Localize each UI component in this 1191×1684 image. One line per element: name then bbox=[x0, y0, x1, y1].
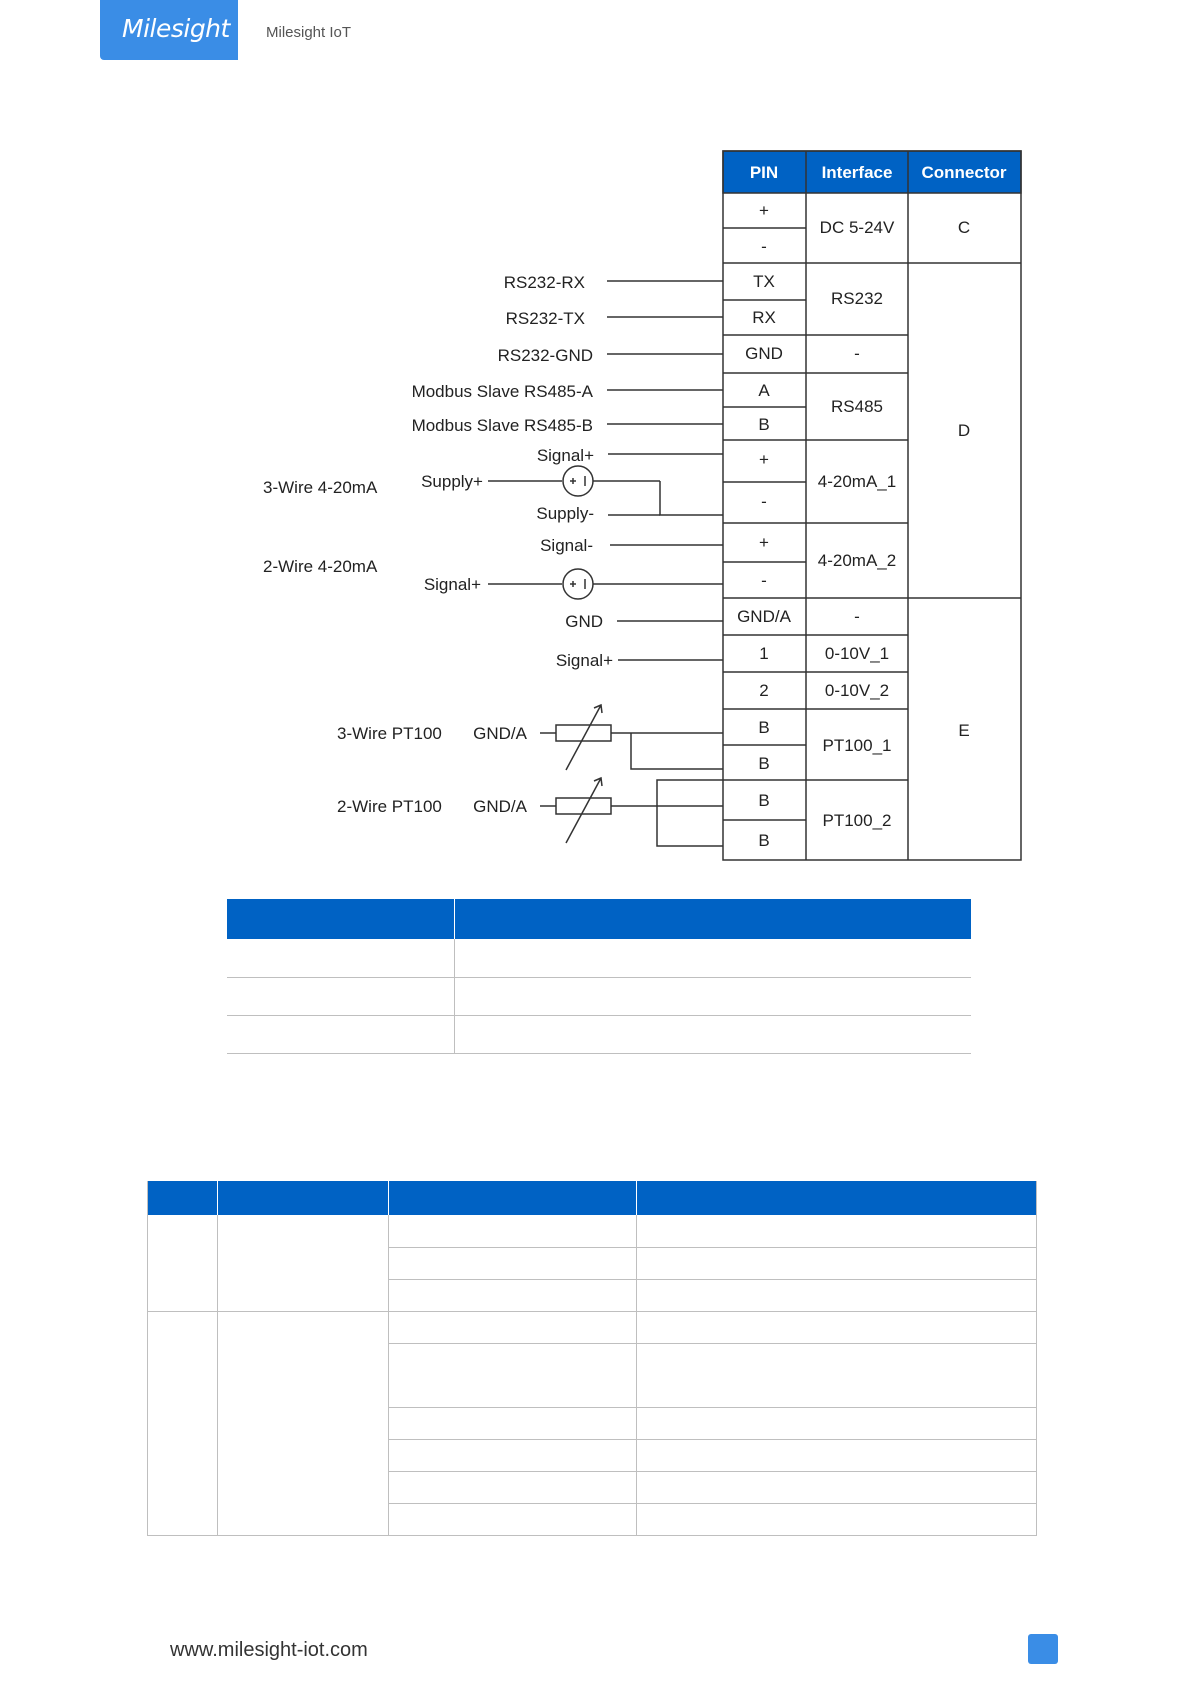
interface-cell: - bbox=[854, 344, 860, 363]
pin-cell: B bbox=[758, 791, 770, 810]
pin-cell: + bbox=[759, 201, 769, 220]
table-cell bbox=[389, 1471, 637, 1503]
logo-text: Milesight bbox=[122, 14, 230, 43]
interface-cell: 0-10V_1 bbox=[824, 644, 890, 663]
page-marker bbox=[1028, 1634, 1058, 1664]
table-cell bbox=[148, 1311, 218, 1535]
table-row bbox=[148, 1215, 1037, 1247]
wire-label: RS232-TX bbox=[505, 309, 585, 328]
table-cell bbox=[389, 1247, 637, 1279]
table-cell bbox=[637, 1503, 1037, 1535]
table-cell bbox=[389, 1279, 637, 1311]
table-cell bbox=[637, 1471, 1037, 1503]
table-cell bbox=[389, 1407, 637, 1439]
interface-cell: DC 5-24V bbox=[819, 218, 895, 237]
pin-cell: TX bbox=[753, 272, 775, 291]
wire-label: GND/A bbox=[473, 797, 527, 816]
wire-label: GND/A bbox=[473, 724, 527, 743]
wire-label: Modbus Slave RS485-A bbox=[411, 382, 593, 401]
wire-label: Supply- bbox=[536, 504, 594, 523]
table-cell bbox=[637, 1407, 1037, 1439]
table-header-cell bbox=[148, 1181, 218, 1215]
wire-label: Signal+ bbox=[555, 651, 613, 670]
table-cell bbox=[389, 1439, 637, 1471]
table-row bbox=[227, 977, 971, 1015]
group-label: 2-Wire 4-20mA bbox=[263, 557, 378, 576]
table-header-cell bbox=[637, 1181, 1037, 1215]
table-header-cell bbox=[227, 899, 455, 939]
footer-url: www.milesight-iot.com bbox=[170, 1639, 368, 1661]
table-2 bbox=[147, 1181, 1037, 1536]
pin-cell: RX bbox=[752, 308, 776, 327]
table-row bbox=[227, 939, 971, 977]
interface-header: Interface bbox=[821, 163, 893, 182]
table-1 bbox=[227, 899, 971, 1054]
wires bbox=[488, 281, 723, 846]
interface-cell: 0-10V_2 bbox=[824, 681, 890, 700]
table-cell bbox=[637, 1215, 1037, 1247]
pin-header: PIN bbox=[749, 163, 779, 182]
table-cell bbox=[455, 977, 972, 1015]
wire-label: Signal+ bbox=[536, 446, 594, 465]
pin-cell: - bbox=[761, 571, 767, 590]
interface-cell: 4-20mA_1 bbox=[817, 472, 897, 491]
wire-label: Signal- bbox=[540, 536, 593, 555]
connector-cell: E bbox=[958, 721, 970, 740]
table-header-cell bbox=[389, 1181, 637, 1215]
table-cell bbox=[637, 1311, 1037, 1343]
interface-cell: 4-20mA_2 bbox=[817, 551, 897, 570]
table-cell bbox=[148, 1215, 218, 1311]
pin-cell: B bbox=[758, 718, 770, 737]
pin-cell: - bbox=[761, 492, 767, 511]
table-header-cell bbox=[455, 899, 972, 939]
wire-label: Modbus Slave RS485-B bbox=[411, 416, 593, 435]
table-cell bbox=[637, 1439, 1037, 1471]
pin-cell: B bbox=[758, 831, 770, 850]
group-label: 3-Wire PT100 bbox=[337, 724, 442, 743]
table-cell bbox=[227, 1015, 455, 1053]
table-cell bbox=[227, 977, 455, 1015]
pin-cell: B bbox=[758, 415, 770, 434]
pin-cell: + bbox=[759, 450, 769, 469]
table-cell bbox=[218, 1215, 389, 1311]
table-cell bbox=[637, 1279, 1037, 1311]
pin-cell: GND bbox=[745, 344, 783, 363]
table-cell bbox=[637, 1247, 1037, 1279]
interface-cell: RS485 bbox=[831, 397, 883, 416]
table-cell bbox=[455, 1015, 972, 1053]
table-cell bbox=[389, 1503, 637, 1535]
brand-name: Milesight IoT bbox=[266, 24, 352, 41]
pin-cell: + bbox=[759, 533, 769, 552]
table-cell bbox=[227, 939, 455, 977]
table-header-cell bbox=[218, 1181, 389, 1215]
table-header-row bbox=[227, 899, 971, 939]
pin-cell: 1 bbox=[759, 644, 769, 663]
connector-cell: D bbox=[957, 421, 971, 440]
table-cell bbox=[389, 1215, 637, 1247]
wire-label: GND bbox=[565, 612, 603, 631]
group-label: 3-Wire 4-20mA bbox=[263, 478, 378, 497]
pin-cell: A bbox=[758, 381, 770, 400]
pin-cell: GND/A bbox=[737, 607, 791, 626]
interface-cell: PT100_1 bbox=[822, 736, 892, 755]
table-cell bbox=[389, 1343, 637, 1407]
current-source-icon bbox=[563, 569, 593, 599]
wire-label: Supply+ bbox=[421, 472, 483, 491]
pin-cell: - bbox=[761, 237, 767, 256]
interface-cell: PT100_2 bbox=[822, 811, 892, 830]
table-cell bbox=[218, 1311, 389, 1535]
interface-cell: - bbox=[854, 607, 860, 626]
wire-label: Signal+ bbox=[423, 575, 481, 594]
pin-cell: B bbox=[758, 754, 770, 773]
table-row bbox=[148, 1311, 1037, 1343]
table-cell bbox=[455, 939, 972, 977]
table-cell bbox=[637, 1343, 1037, 1407]
group-label: 2-Wire PT100 bbox=[337, 797, 442, 816]
table-header-row bbox=[148, 1181, 1037, 1215]
table-row bbox=[227, 1015, 971, 1053]
connector-header: Connector bbox=[921, 163, 1007, 182]
table-cell bbox=[389, 1311, 637, 1343]
connector-cell: C bbox=[957, 218, 971, 237]
wire-label: RS232-GND bbox=[497, 346, 593, 365]
wire-label: RS232-RX bbox=[503, 273, 585, 292]
pin-cell: 2 bbox=[759, 681, 769, 700]
interface-cell: RS232 bbox=[831, 289, 883, 308]
current-source-icon bbox=[563, 466, 593, 496]
